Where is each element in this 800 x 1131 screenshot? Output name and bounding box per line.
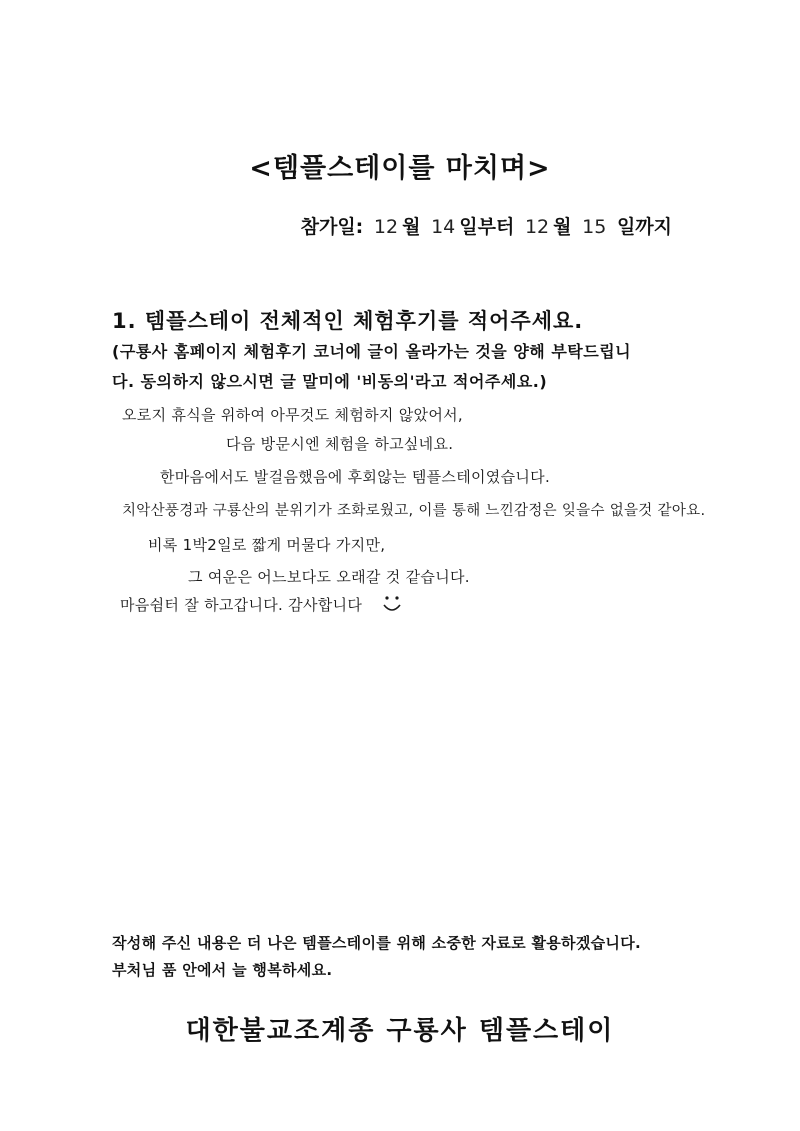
handwritten-line: 비록 1박2일로 짧게 머물다 가지만, bbox=[148, 536, 386, 554]
end-day: 15 bbox=[582, 216, 607, 238]
start-day: 14 bbox=[431, 216, 456, 238]
organization-name: 대한불교조계종 구룡사 템플스테이 bbox=[185, 1016, 615, 1046]
footer-message-line: 작성해 주신 내용은 더 나은 템플스테이를 위해 소중한 자료로 활용하겠습니다. bbox=[112, 934, 641, 952]
handwritten-line: 한마음에서도 발걸음했음에 후회않는 템플스테이였습니다. bbox=[160, 468, 551, 486]
handwritten-line: 그 여운은 어느보다도 오래갈 것 같습니다. bbox=[188, 568, 470, 586]
consent-note bbox=[112, 337, 702, 397]
start-month: 12 bbox=[373, 216, 399, 238]
handwritten-line: 치악산풍경과 구룡산의 분위기가 조화로웠고, 이를 통해 느낀감정은 잊을수 없을것 같아요. bbox=[122, 503, 706, 519]
consent-note-line: (구룡사 홈페이지 체험후기 코너에 글이 올라가는 것을 양해 부탁드립니 bbox=[112, 342, 632, 361]
review-question: 1. 템플스테이 전체적인 체험후기를 적어주세요. bbox=[112, 309, 584, 333]
footer-message bbox=[112, 930, 641, 984]
handwritten-line: 다음 방문시엔 체험을 하고싶네요. bbox=[226, 435, 454, 453]
document-title: <템플스테이를 마치며> bbox=[249, 153, 551, 184]
month-unit-1: 월 bbox=[402, 216, 421, 238]
end-month: 12 bbox=[524, 216, 550, 238]
consent-note-line: 다. 동의하지 않으시면 글 말미에 '비동의'라고 적어주세요.) bbox=[112, 372, 548, 391]
from-text: 일부터 bbox=[459, 216, 515, 238]
month-unit-2: 월 bbox=[553, 216, 572, 238]
handwritten-line: 오로지 휴식을 위하여 아무것도 체험하지 않았어서, bbox=[122, 406, 464, 424]
footer-message-line: 부처님 품 안에서 늘 행복하세요. bbox=[112, 961, 333, 979]
smiley-face-icon bbox=[380, 592, 404, 616]
participation-date bbox=[301, 212, 672, 239]
date-label: 참가일: bbox=[300, 216, 364, 238]
handwritten-line: 마음쉼터 잘 하고갑니다. 감사합니다 bbox=[120, 596, 363, 614]
until-text: 일까지 bbox=[616, 216, 672, 238]
